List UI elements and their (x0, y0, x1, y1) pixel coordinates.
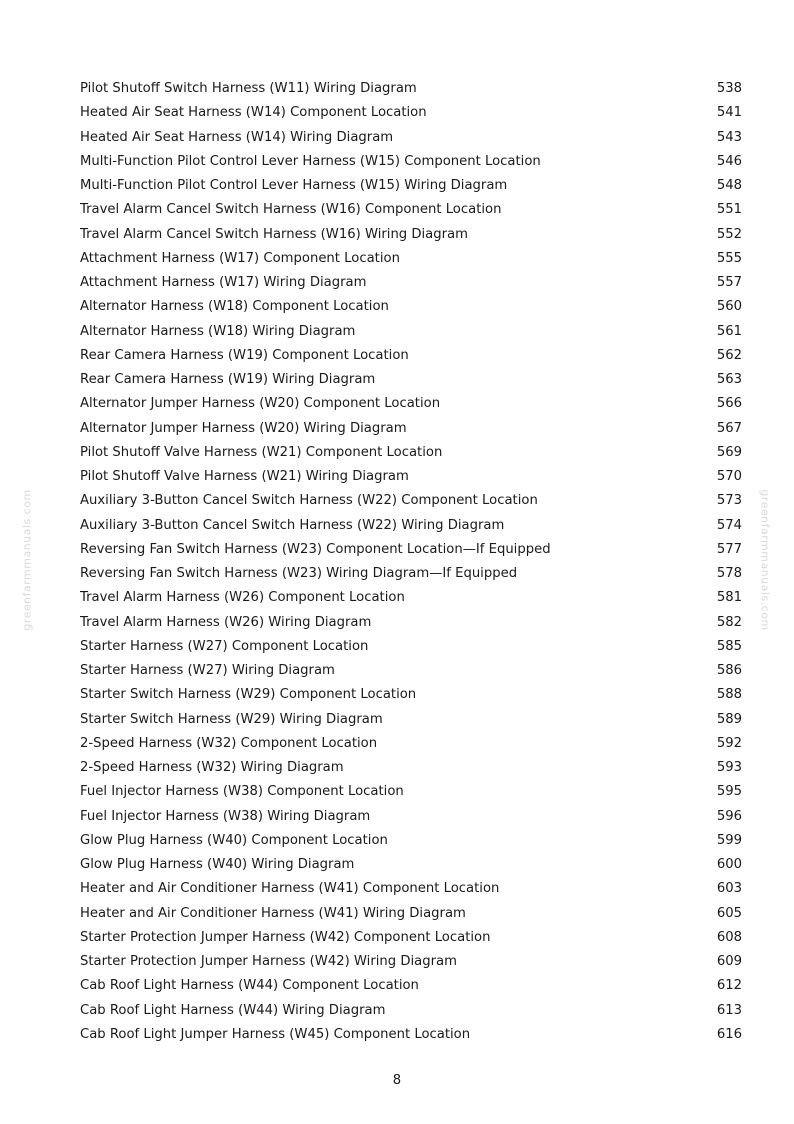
toc-entry-title: Reversing Fan Switch Harness (W23) Wiring Diagram—If Equipped (80, 566, 518, 581)
toc-entry[interactable] (80, 198, 742, 222)
toc-entry-title: Pilot Shutoff Valve Harness (W21) Component Location (80, 444, 443, 460)
toc-entry-title: Fuel Injector Harness (W38) Component Location (80, 784, 404, 800)
toc-entry-page: 538 (716, 81, 742, 96)
toc-entry-title: Heater and Air Conditioner Harness (W41) Wiring Diagram (80, 905, 466, 921)
toc-entry[interactable] (80, 344, 742, 368)
toc-entry[interactable] (80, 489, 742, 513)
toc-entry-title: Travel Alarm Harness (W26) Wiring Diagram (80, 614, 372, 630)
toc-entry-page: 552 (716, 226, 742, 242)
toc-entry-page: 570 (716, 469, 742, 484)
toc-entry-title: Fuel Injector Harness (W38) Wiring Diagram (80, 808, 371, 824)
toc-entry-page: 600 (716, 857, 742, 872)
toc-entry-page: 560 (716, 299, 742, 315)
toc-entry-page: 613 (716, 1002, 742, 1018)
toc-entry-title: Reversing Fan Switch Harness (W23) Component Location—If Equipped (80, 541, 551, 557)
toc-entry-title: Starter Protection Jumper Harness (W42) Wiring Diagram (80, 954, 457, 969)
toc-entry-page: 567 (716, 420, 742, 436)
toc-entry-title: Pilot Shutoff Valve Harness (W21) Wiring Diagram (80, 469, 409, 484)
toc-entry[interactable] (80, 101, 742, 125)
toc-entry-page: 566 (716, 396, 742, 412)
toc-entry[interactable] (80, 780, 742, 804)
toc-entry[interactable] (80, 829, 742, 853)
toc-entry[interactable] (80, 295, 742, 319)
toc-entry-title: Starter Switch Harness (W29) Wiring Diagram (80, 711, 383, 727)
toc-entry[interactable] (80, 174, 742, 198)
toc-entry-title: Alternator Jumper Harness (W20) Component Location (80, 396, 441, 412)
toc-entry[interactable] (80, 708, 742, 732)
toc-entry-title: Rear Camera Harness (W19) Component Location (80, 347, 409, 363)
toc-entry-page: 561 (716, 323, 742, 339)
toc-entry-title: 2-Speed Harness (W32) Wiring Diagram (80, 760, 344, 775)
toc-entry[interactable] (80, 974, 742, 998)
toc-entry[interactable] (80, 77, 742, 101)
toc-entry-title: Cab Roof Light Harness (W44) Component Location (80, 978, 419, 994)
toc-entry-title: Cab Roof Light Jumper Harness (W45) Component Location (80, 1026, 471, 1042)
toc-entry[interactable] (80, 150, 742, 174)
toc-entry[interactable] (80, 368, 742, 392)
toc-entry[interactable] (80, 950, 742, 974)
toc-entry[interactable] (80, 271, 742, 295)
toc-entry[interactable] (80, 756, 742, 780)
toc-entry-title: Alternator Jumper Harness (W20) Wiring Diagram (80, 420, 407, 436)
toc-entry-page: 548 (716, 178, 742, 193)
toc-entry[interactable] (80, 611, 742, 635)
toc-entry-title: Travel Alarm Harness (W26) Component Location (80, 590, 405, 606)
toc-entry-title: Attachment Harness (W17) Wiring Diagram (80, 275, 367, 290)
toc-entry[interactable] (80, 659, 742, 683)
toc-entry-page: 569 (716, 444, 742, 460)
toc-entry[interactable] (80, 926, 742, 950)
toc-entry-page: 546 (716, 153, 742, 169)
toc-entry[interactable] (80, 392, 742, 416)
toc-entry-page: 593 (716, 760, 742, 775)
toc-entry-page: 609 (716, 954, 742, 969)
toc-entry[interactable] (80, 417, 742, 441)
toc-entry-page: 577 (716, 541, 742, 557)
toc-entry-page: 581 (716, 590, 742, 606)
toc-entry-title: Heated Air Seat Harness (W14) Component Location (80, 105, 427, 121)
toc-entry-page: 574 (716, 517, 742, 533)
toc-entry-page: 573 (716, 493, 742, 509)
toc-entry-page: 562 (716, 347, 742, 363)
toc-entry-title: Starter Protection Jumper Harness (W42) Component Location (80, 929, 491, 945)
toc-entry-page: 595 (716, 784, 742, 800)
toc-entry-page: 585 (716, 638, 742, 654)
toc-entry-page: 599 (716, 832, 742, 848)
toc-entry[interactable] (80, 514, 742, 538)
toc-entry[interactable] (80, 441, 742, 465)
toc-entry-page: 586 (716, 663, 742, 678)
toc-entry[interactable] (80, 126, 742, 150)
watermark-left: greenfarmmanuals.com (20, 489, 34, 631)
toc-entry[interactable] (80, 853, 742, 877)
toc-entry[interactable] (80, 1023, 742, 1047)
toc-entry-title: Multi-Function Pilot Control Lever Harness (W15) Component Location (80, 153, 541, 169)
toc-entry-page: 578 (716, 566, 742, 581)
toc-entry-title: Alternator Harness (W18) Component Location (80, 299, 389, 315)
toc-entry[interactable] (80, 562, 742, 586)
toc-entry[interactable] (80, 223, 742, 247)
toc-entry-page: 588 (716, 687, 742, 703)
toc-entry[interactable] (80, 320, 742, 344)
toc-entry-page: 616 (716, 1026, 742, 1042)
watermark-right: greenfarmmanuals.com (758, 489, 772, 631)
toc-entry[interactable] (80, 247, 742, 271)
toc-entry-page: 612 (716, 978, 742, 994)
toc-entry-page: 592 (716, 735, 742, 751)
toc-entry-title: 2-Speed Harness (W32) Component Location (80, 735, 378, 751)
toc-entry-title: Heater and Air Conditioner Harness (W41) Component Location (80, 881, 500, 897)
toc-entry-title: Alternator Harness (W18) Wiring Diagram (80, 323, 356, 339)
toc-entry-title: Auxiliary 3-Button Cancel Switch Harness (W22) Component Location (80, 493, 538, 509)
toc-entry[interactable] (80, 635, 742, 659)
toc-entry[interactable] (80, 805, 742, 829)
toc-entry-page: 582 (716, 614, 742, 630)
toc-entry-page: 608 (716, 929, 742, 945)
toc-entry-title: Glow Plug Harness (W40) Wiring Diagram (80, 857, 355, 872)
toc-entry[interactable] (80, 877, 742, 901)
toc-entry-title: Rear Camera Harness (W19) Wiring Diagram (80, 372, 376, 387)
toc-entry[interactable] (80, 465, 742, 489)
toc-entry-title: Cab Roof Light Harness (W44) Wiring Diagram (80, 1002, 386, 1018)
toc-entry[interactable] (80, 902, 742, 926)
toc-entry-page: 541 (716, 105, 742, 121)
toc-entry-title: Glow Plug Harness (W40) Component Location (80, 832, 388, 848)
toc-entry-title: Pilot Shutoff Switch Harness (W11) Wiring Diagram (80, 81, 417, 96)
toc-entry-title: Travel Alarm Cancel Switch Harness (W16) Wiring Diagram (80, 226, 468, 242)
table-of-contents (80, 77, 742, 1047)
toc-entry-title: Starter Harness (W27) Component Location (80, 638, 369, 654)
toc-entry-page: 589 (716, 711, 742, 727)
toc-entry-title: Auxiliary 3-Button Cancel Switch Harness (W22) Wiring Diagram (80, 517, 505, 533)
toc-entry-title: Multi-Function Pilot Control Lever Harness (W15) Wiring Diagram (80, 178, 508, 193)
toc-entry[interactable] (80, 586, 742, 610)
toc-entry-page: 555 (716, 250, 742, 266)
toc-entry-title: Travel Alarm Cancel Switch Harness (W16) Component Location (80, 202, 502, 218)
toc-entry-page: 551 (716, 202, 742, 218)
toc-entry[interactable] (80, 732, 742, 756)
toc-entry-title: Attachment Harness (W17) Component Location (80, 250, 400, 266)
toc-entry-page: 557 (716, 275, 742, 290)
toc-entry[interactable] (80, 999, 742, 1023)
toc-entry-page: 543 (716, 129, 742, 145)
toc-entry-title: Heated Air Seat Harness (W14) Wiring Diagram (80, 129, 394, 145)
toc-entry-page: 605 (716, 905, 742, 921)
toc-entry-title: Starter Switch Harness (W29) Component Location (80, 687, 417, 703)
toc-entry-page: 596 (716, 808, 742, 824)
toc-entry[interactable] (80, 683, 742, 707)
toc-entry-page: 563 (716, 372, 742, 387)
toc-entry[interactable] (80, 538, 742, 562)
toc-entry-page: 603 (716, 881, 742, 897)
page-number: 8 (392, 1073, 402, 1088)
toc-entry-title: Starter Harness (W27) Wiring Diagram (80, 663, 335, 678)
